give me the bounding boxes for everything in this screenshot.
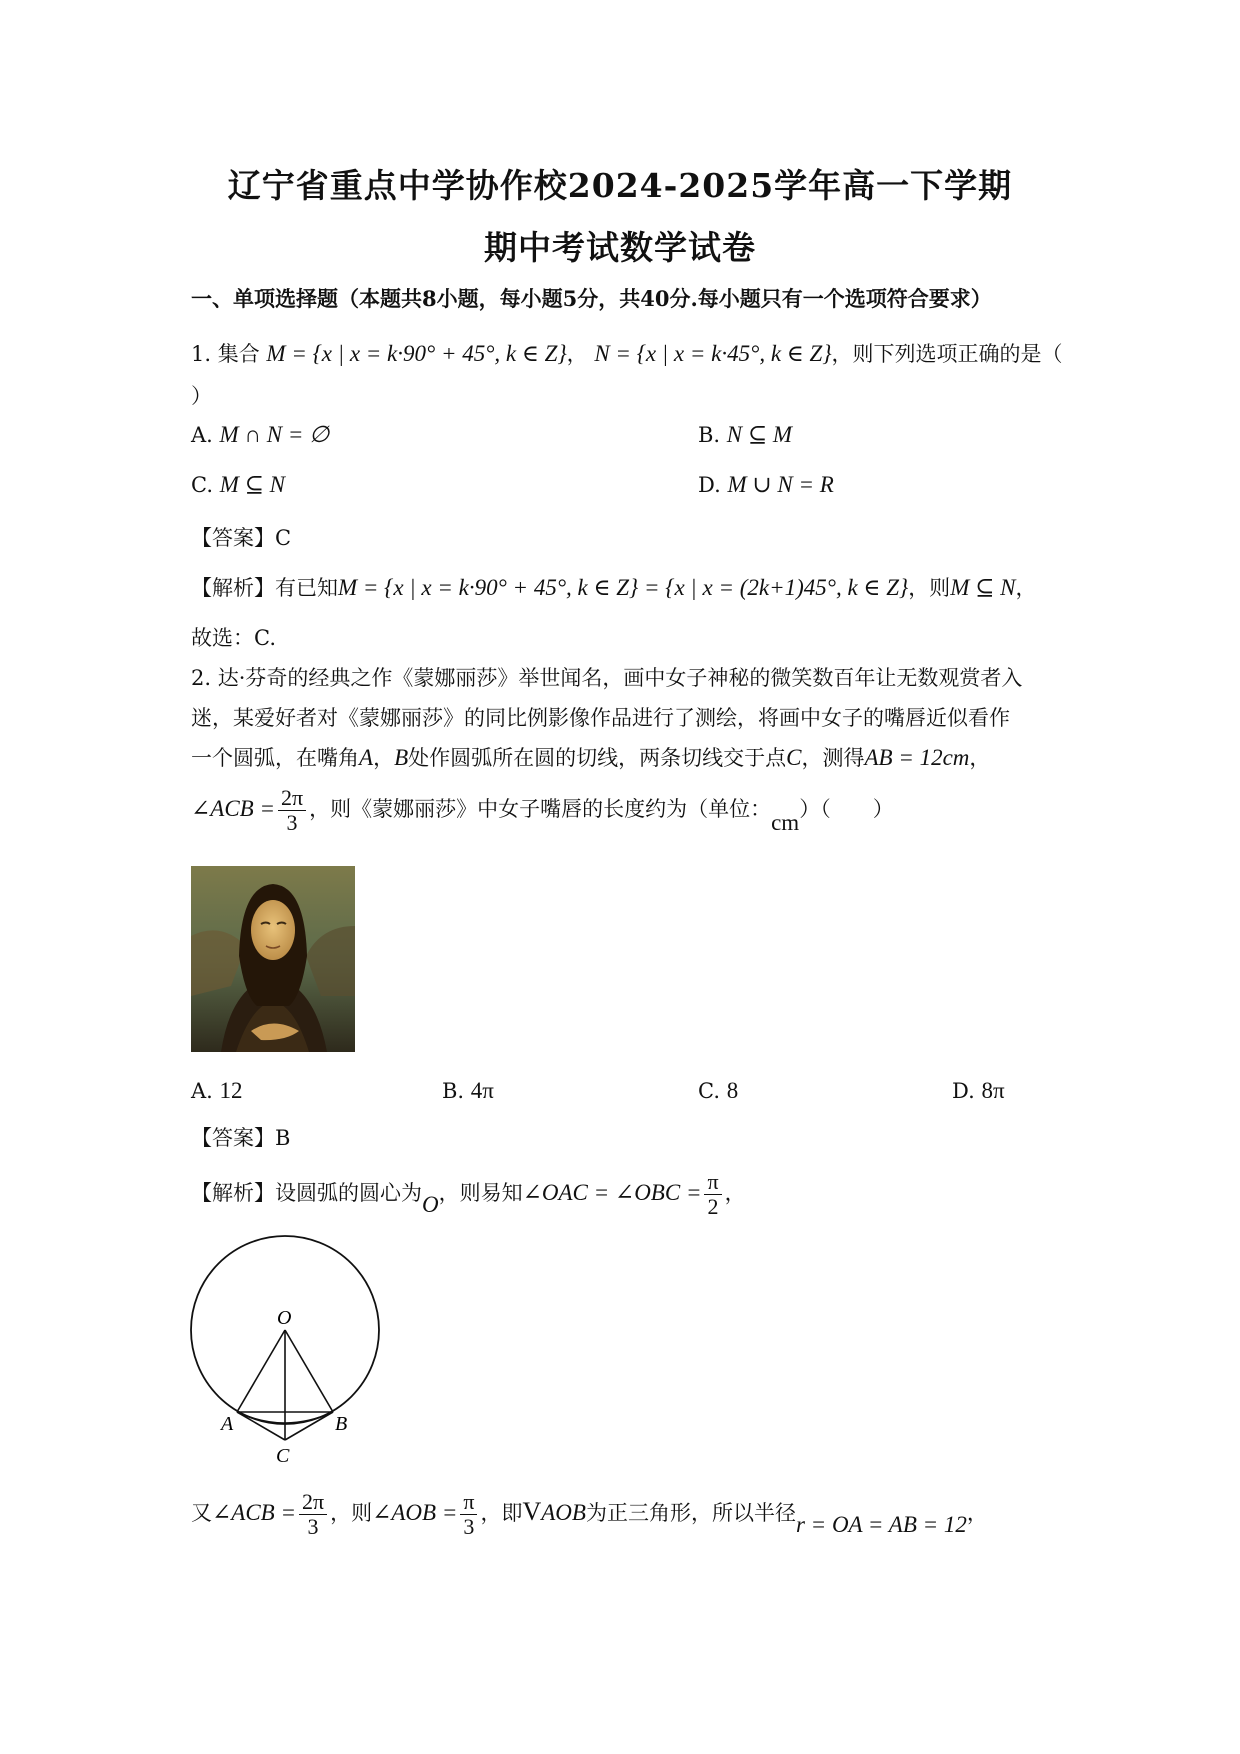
- q2-line-3-text-a: 一个圆弧，在嘴角: [191, 746, 359, 770]
- q2-frac-den: 3: [286, 810, 298, 836]
- q1-option-d-label: D.: [698, 473, 721, 497]
- q1-sep: ，: [566, 342, 588, 366]
- q1-option-b: [698, 422, 792, 448]
- q2-answer: [191, 1122, 290, 1152]
- q2-analysis-end: ，: [724, 1181, 746, 1206]
- q2-fraction-2pi-3: [278, 786, 306, 835]
- q2-line-3-text-b: ，: [373, 746, 395, 770]
- q2-point-b: B: [394, 745, 409, 770]
- q1-option-a-label: A.: [191, 423, 213, 447]
- q1-suffix: ，则下列选项正确的是（: [831, 342, 1063, 366]
- q1-option-c-label: C.: [191, 473, 213, 497]
- q2-option-c: [698, 1078, 738, 1104]
- q1-option-a: [191, 422, 329, 448]
- label-c: C: [276, 1445, 290, 1467]
- q2-option-a: [191, 1078, 243, 1104]
- q2-last-line: [191, 1490, 988, 1539]
- q1-option-b-math: N ⊆ M: [726, 422, 793, 447]
- q2-option-d-label: D.: [952, 1079, 975, 1103]
- q1-analysis-then: ，则: [908, 576, 951, 600]
- q1-set-n: N = {x | x = k·45°, k ∈ Z}: [594, 341, 832, 366]
- q1-paren-close: ）: [191, 384, 212, 408]
- q2-option-b: [442, 1078, 494, 1104]
- label-a: A: [221, 1413, 234, 1435]
- q1-option-c: [191, 472, 285, 498]
- q2-line-4: [191, 786, 894, 835]
- q2-last-frac-1-num: 2π: [299, 1490, 327, 1515]
- q2-last-text-a: 又: [191, 1501, 212, 1526]
- q2-last-frac-1-den: 3: [307, 1514, 319, 1540]
- q2-analysis-angles: ∠OAC = ∠OBC =: [522, 1180, 702, 1206]
- q2-analysis: [191, 1170, 746, 1219]
- q1-option-a-math: M ∩ N = ∅: [219, 422, 330, 447]
- segment-oa: [237, 1330, 285, 1412]
- q2-answer-tag: 【答案】: [191, 1126, 275, 1150]
- q2-analysis-o: O: [422, 1192, 439, 1218]
- q1-conclusion: 故选：C.: [191, 626, 276, 650]
- q2-last-triangle-name: AOB: [541, 1500, 586, 1526]
- q2-option-c-label: C.: [698, 1079, 720, 1103]
- q2-option-b-label: B.: [442, 1079, 465, 1103]
- q2-line-3: [191, 742, 990, 772]
- q2-analysis-fraction: [704, 1170, 721, 1219]
- q2-point-a: A: [359, 745, 374, 770]
- q1-analysis-tag: 【解析】: [191, 576, 275, 600]
- segment-ob: [285, 1330, 333, 1412]
- q1-analysis-result: M ⊆ N: [950, 575, 1016, 600]
- q2-option-b-value: 4π: [470, 1078, 494, 1103]
- q2-last-angle-aob: ∠AOB =: [372, 1500, 458, 1526]
- q1-analysis-math: M = {x | x = k·90° + 45°, k ∈ Z} = {x | x = (2k+1)45°, k ∈ Z}: [338, 575, 909, 600]
- q2-analysis-text-2: ，则易知: [438, 1181, 523, 1206]
- q2-analysis-tag: 【解析】: [191, 1181, 275, 1206]
- label-b: B: [335, 1413, 348, 1435]
- q2-analysis-text: 设圆弧的圆心为: [275, 1181, 422, 1206]
- q2-angle-acb: ∠ACB =: [191, 796, 275, 822]
- tangent-ac: [237, 1412, 285, 1440]
- q1-set-m: M = {x | x = k·90° + 45°, k ∈ Z}: [266, 341, 567, 366]
- q1-analysis: [191, 572, 1036, 602]
- circle-tangent-diagram: [185, 1232, 385, 1476]
- section-heading: 一、单项选择题（本题共8小题，每小题5分，共40分.每小题只有一个选项符合要求）: [191, 286, 992, 311]
- q2-option-d: [952, 1078, 1005, 1104]
- q2-line-2: 迷，某爱好者对《蒙娜丽莎》的同比例影像作品进行了测绘，将画中女子的嘴唇近似看作: [191, 706, 1010, 730]
- q2-answer-value: B: [275, 1126, 291, 1150]
- q1-option-d: [698, 472, 834, 498]
- mona-lisa-image: [191, 866, 355, 1052]
- title-line-1: 辽宁省重点中学协作校2024-2025学年高一下学期: [227, 166, 1013, 205]
- q2-last-frac-2-num: π: [460, 1490, 477, 1515]
- q1-prefix: 1. 集合: [191, 342, 260, 366]
- q2-last-frac-2: [460, 1490, 477, 1539]
- q2-last-text-b: ，则: [330, 1501, 373, 1526]
- q1-analysis-text: 有已知: [275, 576, 338, 600]
- q2-last-angle-acb: ∠ACB =: [212, 1500, 296, 1526]
- q2-last-text-e: ，: [966, 1501, 988, 1526]
- q2-analysis-frac-num: π: [704, 1170, 721, 1195]
- q1-answer-value: C: [275, 526, 292, 550]
- q2-option-a-value: 12: [219, 1078, 243, 1103]
- q1-answer-tag: 【答案】: [191, 526, 275, 550]
- title-line-2: 期中考试数学试卷: [484, 228, 756, 267]
- q2-point-c: C: [786, 745, 802, 770]
- q2-last-frac-1: [299, 1490, 327, 1539]
- q2-option-c-value: 8: [726, 1078, 739, 1103]
- q2-option-d-value: 8π: [981, 1078, 1005, 1103]
- q2-last-frac-2-den: 3: [463, 1514, 475, 1540]
- q2-line-4-text: ，则《蒙娜丽莎》中女子嘴唇的长度约为（单位：: [309, 797, 772, 822]
- q2-option-a-label: A.: [191, 1079, 213, 1103]
- q2-line-3-text-d: ，测得: [801, 746, 865, 770]
- tangent-bc: [285, 1412, 333, 1440]
- q2-line-1: 2. 达·芬奇的经典之作《蒙娜丽莎》举世闻名，画中女子神秘的微笑数百年让无数观赏者入: [191, 666, 1023, 690]
- q2-last-triangle-symbol: V: [522, 1497, 542, 1527]
- q1-answer: [191, 522, 291, 552]
- q2-unit: cm: [771, 810, 800, 836]
- q2-ab-length: AB = 12cm: [864, 745, 970, 770]
- q1-option-d-math: M ∪ N = R: [727, 472, 834, 497]
- q2-line-3-text-c: 处作圆弧所在圆的切线，两条切线交于点: [408, 746, 787, 770]
- q2-last-radius: r = OA = AB = 12: [795, 1512, 967, 1538]
- q2-last-text-d: 为正三角形，所以半径: [585, 1501, 796, 1526]
- label-o: O: [277, 1307, 292, 1329]
- q2-last-text-c: ，即: [480, 1501, 523, 1526]
- q2-line-3-text-e: ，: [969, 746, 991, 770]
- q1-option-c-math: M ⊆ N: [219, 472, 285, 497]
- q1-option-b-label: B.: [698, 423, 721, 447]
- q2-analysis-frac-den: 2: [707, 1194, 719, 1220]
- q2-frac-num: 2π: [278, 786, 306, 811]
- q2-line-4-end: ）（ ）: [799, 797, 894, 822]
- q1-analysis-end: ，: [1015, 576, 1037, 600]
- q1-stem: [191, 338, 1063, 368]
